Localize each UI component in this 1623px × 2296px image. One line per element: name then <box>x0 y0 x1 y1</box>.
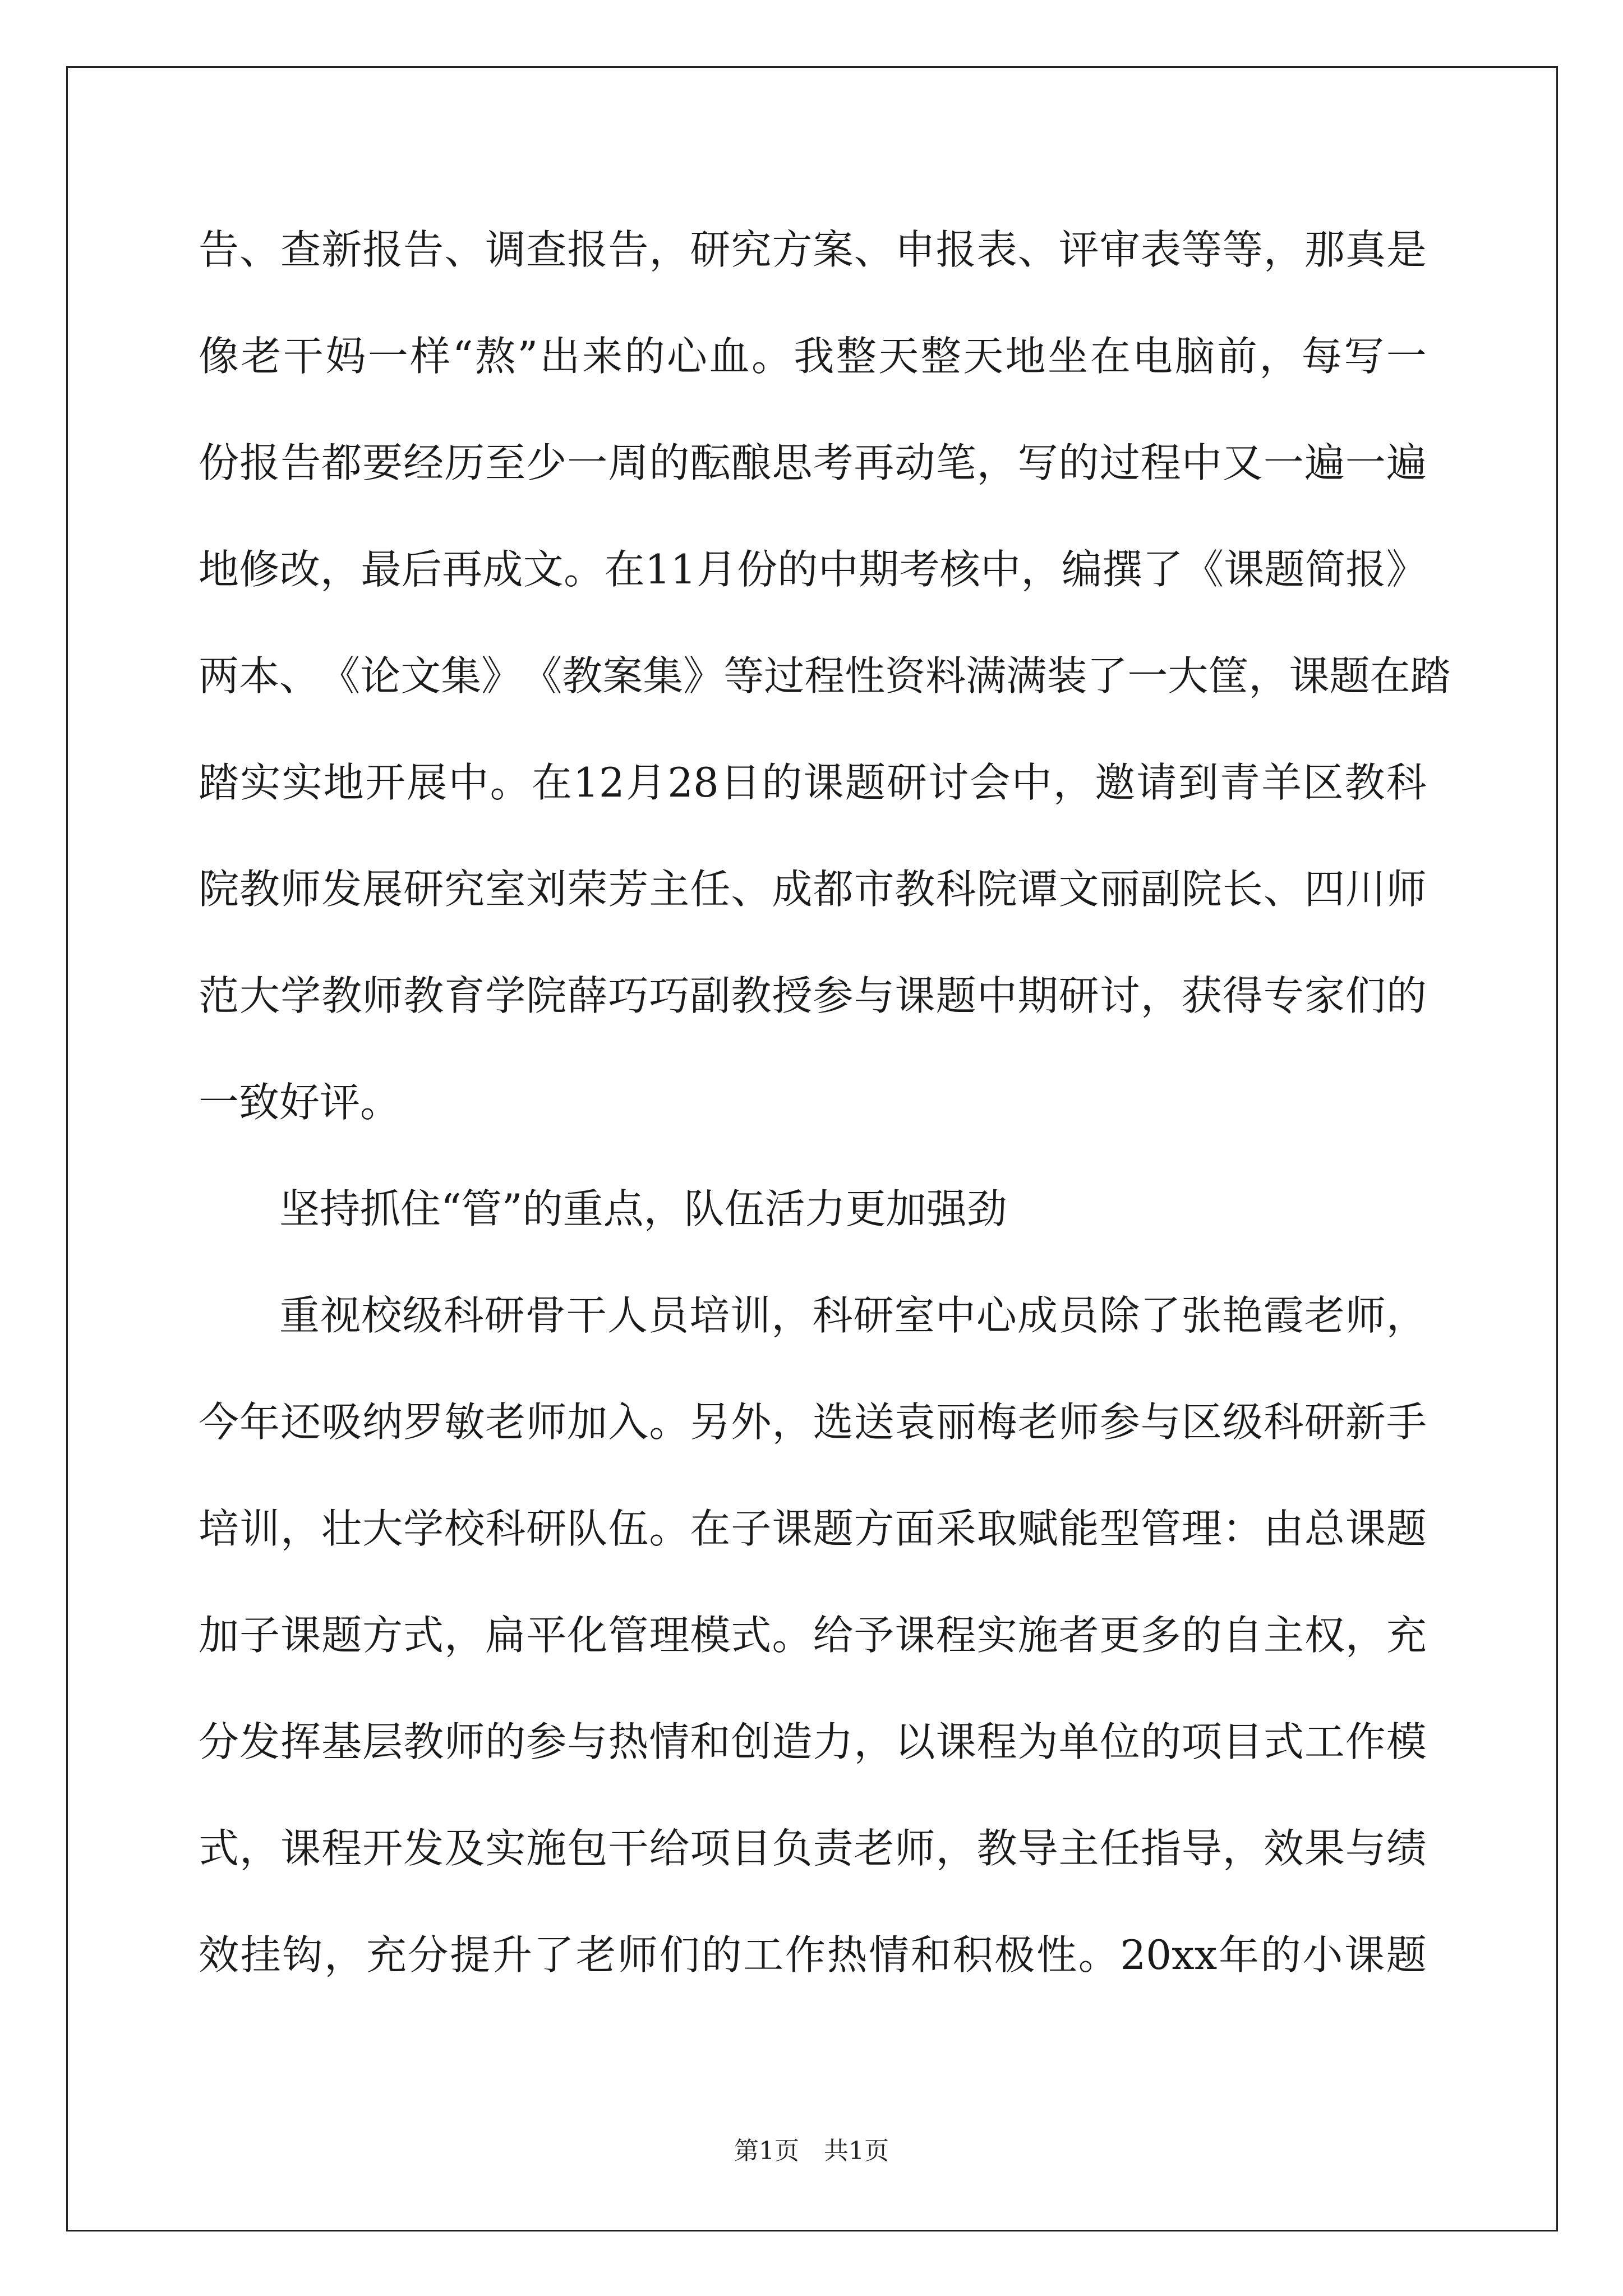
text-line: 两 本 、 《 论 文 集 》 《 教 案 集 》 等 过 程 性 资 料 满 满 装 了 一 大 筐 ， 课 题 在 踏 <box>199 652 1451 700</box>
text-line: 院 教 师 发 展 研 究 室 刘 荣 芳 主 任 、 成 都 市 教 科 院 谭 文 丽 副 院 长 、 四 川 师 <box>199 866 1427 913</box>
document-body <box>199 216 1451 2028</box>
text-line: 像 老 干 妈 一 样 “ 熬 ” 出 来 的 心 血 。 我 整 天 整 天 地 坐 在 电 脑 前 ， 每 写 一 <box>199 333 1427 380</box>
text-line: 范 大 学 教 师 教 育 学 院 薛 巧 巧 副 教 授 参 与 课 题 中 期 研 讨 ， 获 得 专 家 们 的 <box>199 972 1427 1019</box>
text-line: 一致好评。 <box>199 1079 401 1126</box>
text-line: 地 修 改 ， 最 后 再 成 文 。 在 11 月 份 的 中 期 考 核 中 ， 编 撰 了 《 课 题 简 报 》 <box>199 546 1427 593</box>
text-line: 培 训 ， 壮 大 学 校 科 研 队 伍 。 在 子 课 题 方 面 采 取 赋 能 型 管 理 ： 由 总 课 题 <box>199 1505 1427 1552</box>
text-line: 告 、 查 新 报 告 、 调 查 报 告 ， 研 究 方 案 、 申 报 表 、 评 审 表 等 等 ， 那 真 是 <box>199 226 1427 273</box>
text-line: 式 ， 课 程 开 发 及 实 施 包 干 给 项 目 负 责 老 师 ， 教 导 主 任 指 导 ， 效 果 与 绩 <box>199 1825 1427 1872</box>
text-line: 分 发 挥 基 层 教 师 的 参 与 热 情 和 创 造 力 ， 以 课 程 为 单 位 的 项 目 式 工 作 模 <box>199 1718 1427 1765</box>
text-line: 份 报 告 都 要 经 历 至 少 一 周 的 酝 酿 思 考 再 动 笔 ， 写 的 过 程 中 又 一 遍 一 遍 <box>199 439 1427 486</box>
text-line: 踏 实 实 地 开 展 中 。 在 12 月 28 日 的 课 题 研 讨 会 中 ， 邀 请 到 青 羊 区 教 科 <box>199 759 1427 806</box>
text-line: 今 年 还 吸 纳 罗 敏 老 师 加 入 。 另 外 ， 选 送 袁 丽 梅 老 师 参 与 区 级 科 研 新 手 <box>199 1398 1427 1446</box>
text-line: 加 子 课 题 方 式 ， 扁 平 化 管 理 模 式 。 给 予 课 程 实 施 者 更 多 的 自 主 权 ， 充 <box>199 1612 1427 1659</box>
text-line: 坚持抓住“管”的重点，队伍活力更加强劲 <box>279 1185 1007 1232</box>
page-footer: 第1页 共1页 <box>734 2137 889 2165</box>
text-line: 重 视 校 级 科 研 骨 干 人 员 培 训 ， 科 研 室 中 心 成 员 除 了 张 艳 霞 老 师 ， <box>279 1292 1427 1339</box>
text-line: 效 挂 钩 ， 充 分 提 升 了 老 师 们 的 工 作 热 情 和 积 极 性 。 20xx 年 的 小 课 题 <box>199 1931 1427 1978</box>
